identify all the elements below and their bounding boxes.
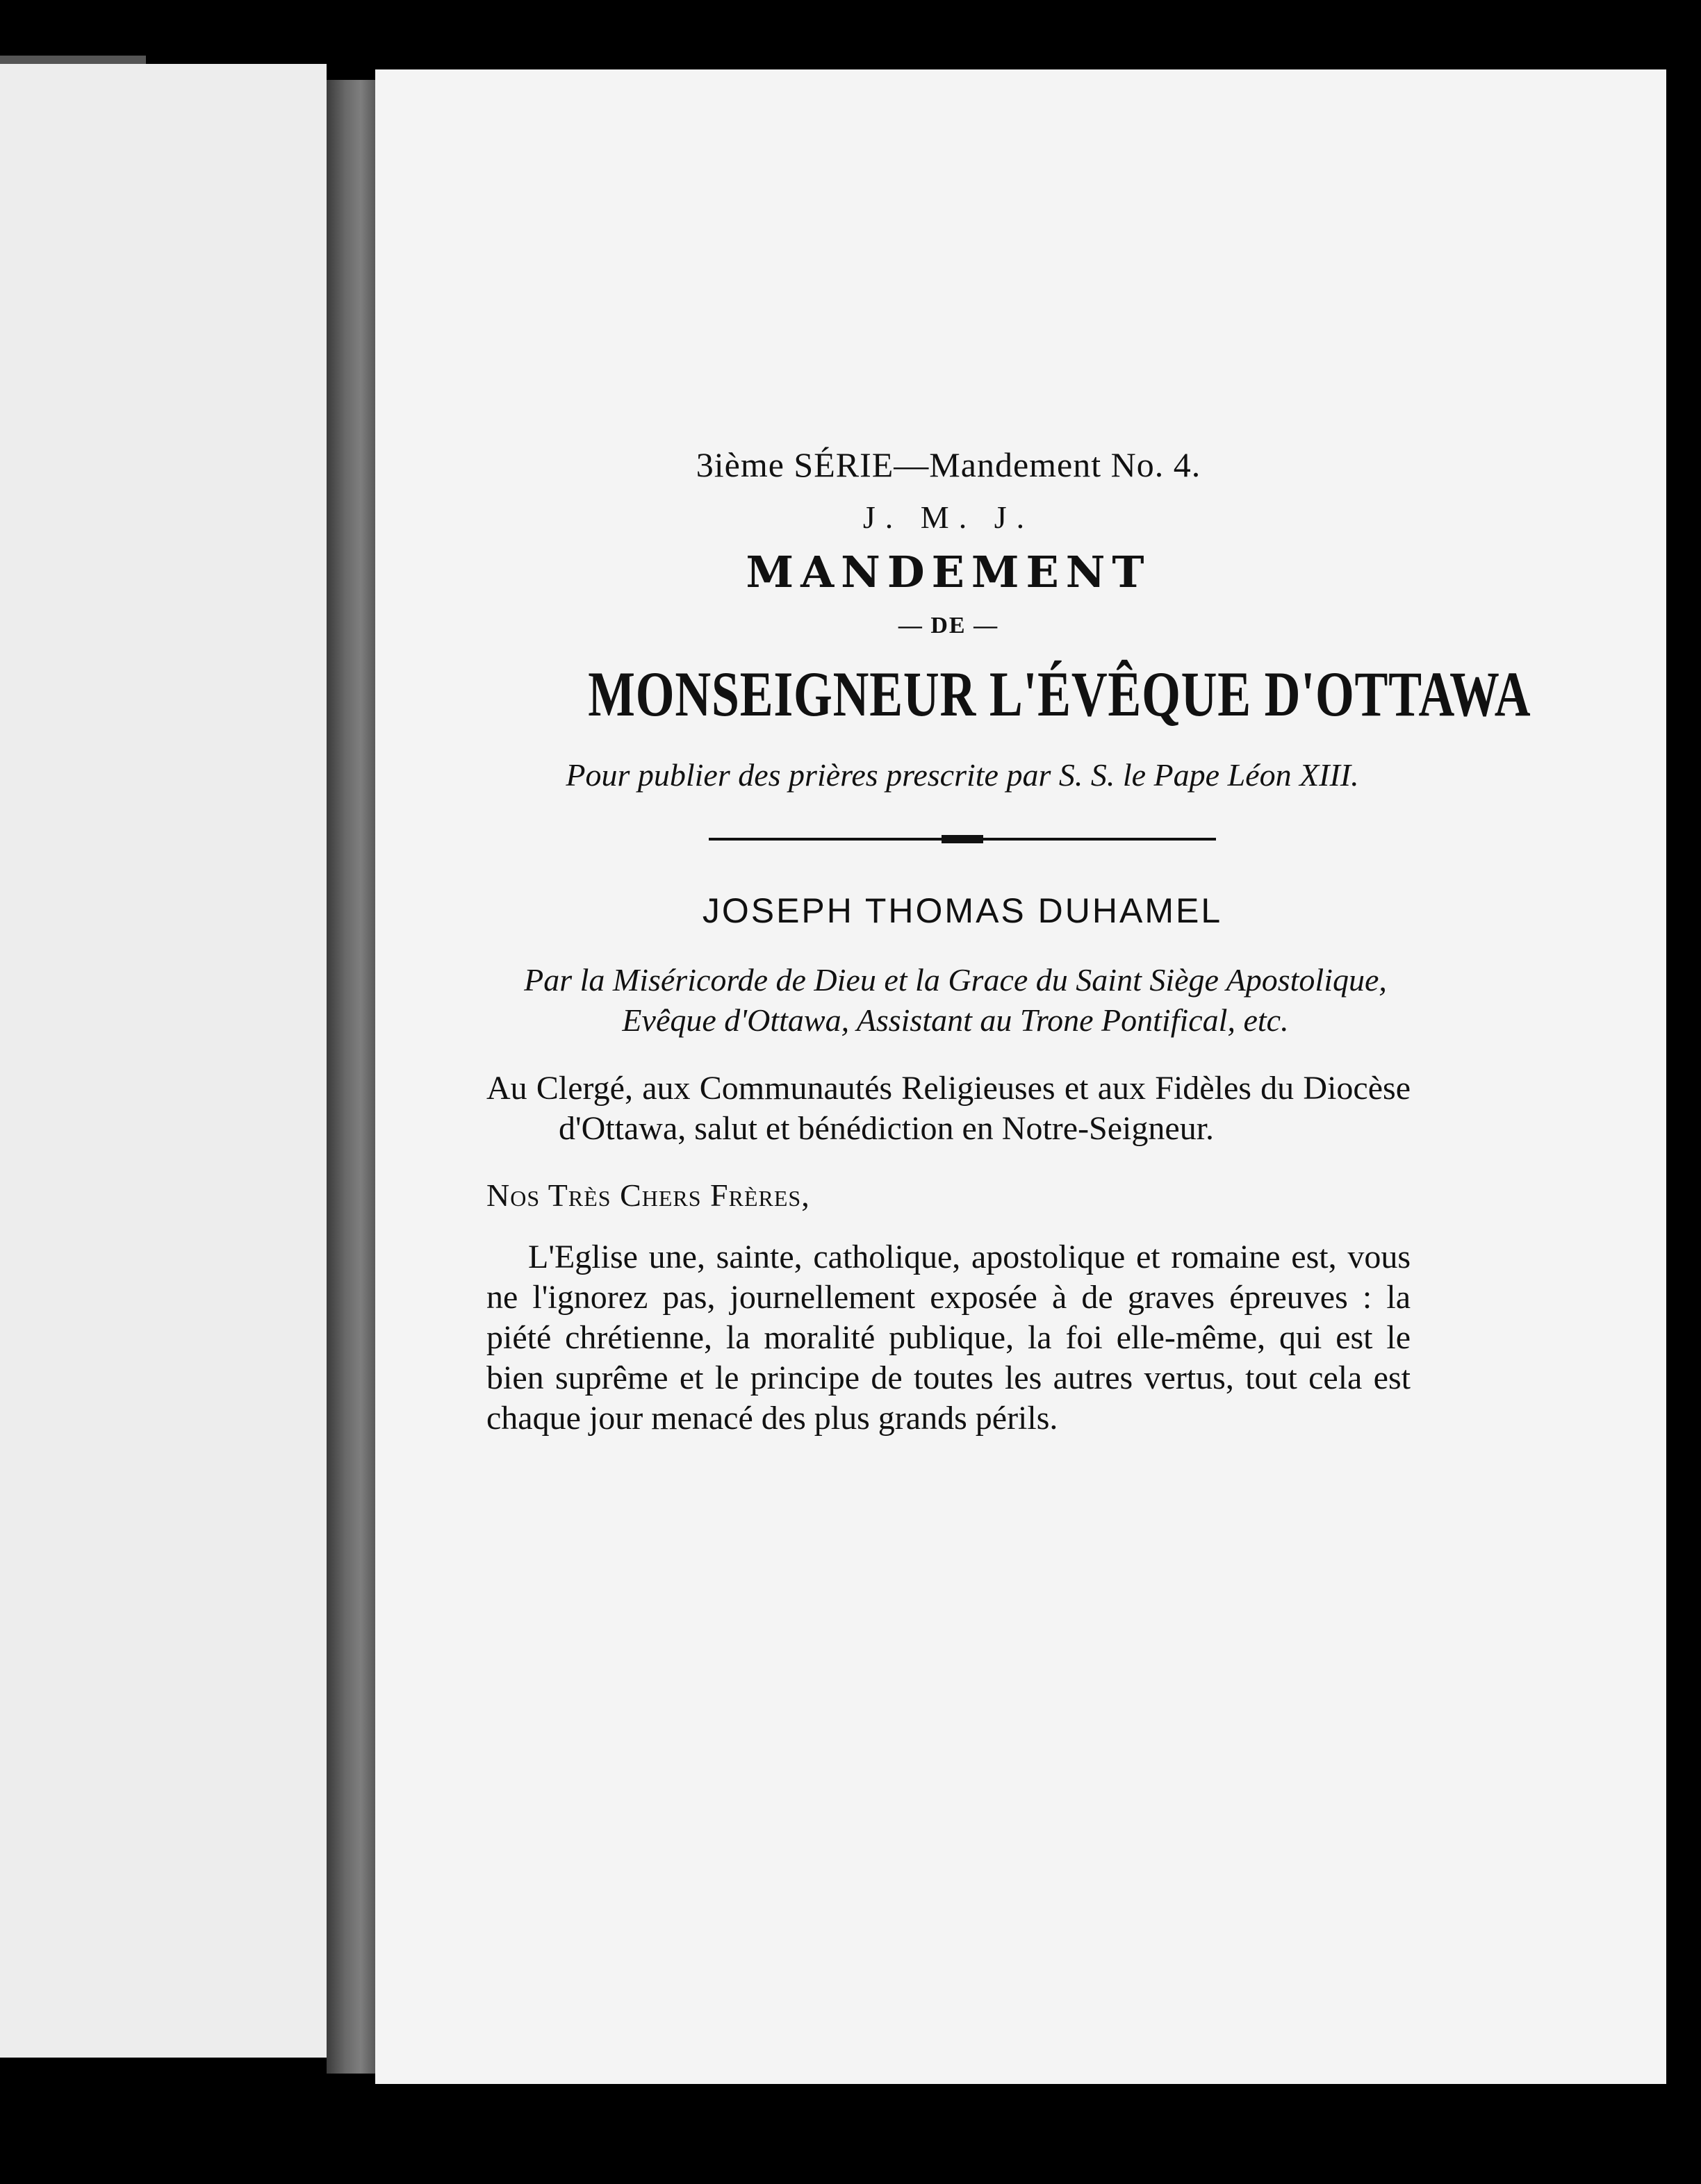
series-line: 3ième SÉRIE—Mandement No. 4. — [696, 445, 1201, 484]
book-gutter — [327, 80, 375, 2074]
left-page — [0, 64, 327, 2058]
body-paragraph: L'Eglise une, sainte, catholique, apostolique et romaine est, vous ne l'ignorez pas, journellement exposée à de graves épreuves : la piété chrétienne, la moralité publique, la foi elle-même, qui est le bien suprême et le principe de toutes les autres vertus, tout cela est chaque jour menacé des plus grands périls. — [486, 1239, 1411, 1437]
bishop-name: JOSEPH THOMAS DUHAMEL — [702, 891, 1223, 930]
jmj-monogram: J. M. J. — [862, 499, 1035, 535]
decorative-rule — [709, 838, 1216, 841]
bishop-style: Par la Miséricorde de Dieu et la Grace du Saint Siège Apostolique, Evêque d'Ottawa, Assistant au Trone Pontifical, etc. — [524, 962, 1387, 1038]
document-heading: MANDEMENT — [746, 547, 1151, 597]
purpose-line: Pour publier des prières prescrite par S. S. le Pape Léon XIII. — [566, 757, 1359, 793]
de-separator: — DE — — [898, 613, 999, 638]
address-paragraph: Au Clergé, aux Communautés Religieuses et aux Fidèles du Diocèse d'Ottawa, salut et bénédiction en Notre-Seigneur. — [486, 1070, 1411, 1147]
salutation: Nos Très Chers Frères, — [486, 1177, 810, 1213]
page-content — [486, 445, 1531, 1439]
bishop-title: MONSEIGNEUR L'ÉVÊQUE D'OTTAWA — [588, 659, 1531, 729]
rule-center-ornament — [942, 835, 983, 843]
